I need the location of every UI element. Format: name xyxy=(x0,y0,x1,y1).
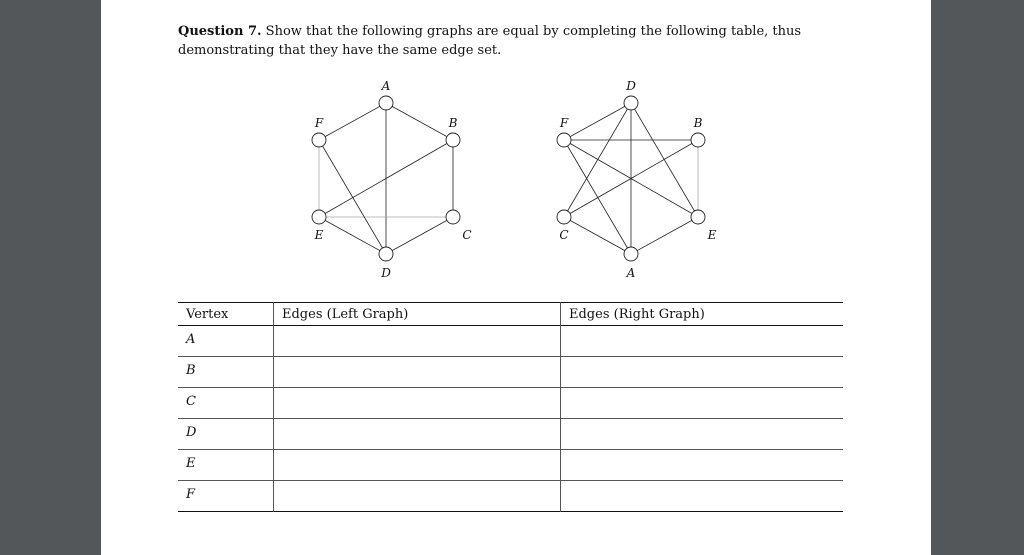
vertex-node-a xyxy=(379,96,393,110)
edge-d-f xyxy=(564,103,631,140)
edge-d-f xyxy=(319,140,386,254)
edge-c-d xyxy=(386,217,453,254)
header-left-edges: Edges (Left Graph) xyxy=(274,303,561,326)
edge-c-a xyxy=(564,217,631,254)
header-vertex: Vertex xyxy=(186,306,229,322)
right-graph xyxy=(557,79,717,280)
edge-d-e xyxy=(319,217,386,254)
right-edges-cell[interactable] xyxy=(561,481,844,512)
left-edges-cell[interactable] xyxy=(274,419,561,450)
left-edges-cell[interactable] xyxy=(274,450,561,481)
left-edges-cell[interactable] xyxy=(274,388,561,419)
edge-d-e xyxy=(631,103,698,217)
vertex-node-d xyxy=(379,247,393,261)
vertex-label-a: A xyxy=(381,79,391,93)
vertex-node-b xyxy=(446,133,460,147)
edge-a-f xyxy=(319,103,386,140)
vertex-label-c: C xyxy=(559,228,569,242)
table-row xyxy=(178,388,843,419)
vertex-node-a xyxy=(624,247,638,261)
right-edges-cell[interactable] xyxy=(561,388,844,419)
vertex-cell: F xyxy=(178,481,274,512)
right-edges-cell[interactable] xyxy=(561,326,844,357)
edge-f-a xyxy=(564,140,631,254)
graph-figures xyxy=(101,0,931,300)
question-body: Show that the following graphs are equal by completing the following table, thus demonstrating that they have the same edge set. xyxy=(178,24,802,58)
right-edges-cell[interactable] xyxy=(561,450,844,481)
left-edges-cell[interactable] xyxy=(274,357,561,388)
vertex-cell: D xyxy=(178,419,274,450)
vertex-cell: C xyxy=(178,388,274,419)
vertex-node-f xyxy=(312,133,326,147)
vertex-label-e: E xyxy=(707,228,717,242)
vertex-label-a: A xyxy=(626,266,636,280)
vertex-label-b: B xyxy=(448,116,458,130)
vertex-node-c xyxy=(557,210,571,224)
right-edges-cell[interactable] xyxy=(561,357,844,388)
vertex-label-e: E xyxy=(314,228,324,242)
vertex-cell: B xyxy=(178,357,274,388)
vertex-node-d xyxy=(624,96,638,110)
vertex-label-f: F xyxy=(559,116,569,130)
vertex-node-b xyxy=(691,133,705,147)
table-header-row xyxy=(178,303,843,326)
table-row xyxy=(178,357,843,388)
vertex-cell: A xyxy=(186,332,196,347)
pdf-page xyxy=(101,0,931,555)
vertex-node-c xyxy=(446,210,460,224)
vertex-label-f: F xyxy=(314,116,324,130)
edge-a-b xyxy=(386,103,453,140)
vertex-node-e xyxy=(691,210,705,224)
left-edges-cell[interactable] xyxy=(274,326,561,357)
vertex-label-d: D xyxy=(626,79,636,93)
left-graph xyxy=(312,79,472,280)
edge-table xyxy=(178,302,843,512)
left-edges-cell[interactable] xyxy=(274,481,561,512)
vertex-label-b: B xyxy=(693,116,703,130)
question-label: Question 7. xyxy=(178,24,262,39)
vertex-node-f xyxy=(557,133,571,147)
table-row xyxy=(178,450,843,481)
header-right-edges: Edges (Right Graph) xyxy=(561,303,844,326)
edge-e-a xyxy=(631,217,698,254)
table-row xyxy=(178,326,843,357)
edge-d-c xyxy=(564,103,631,217)
table-row xyxy=(178,419,843,450)
vertex-node-e xyxy=(312,210,326,224)
right-edges-cell[interactable] xyxy=(561,419,844,450)
vertex-label-d: D xyxy=(381,266,391,280)
table-row xyxy=(178,481,843,512)
vertex-label-c: C xyxy=(462,228,472,242)
vertex-cell: E xyxy=(178,450,274,481)
